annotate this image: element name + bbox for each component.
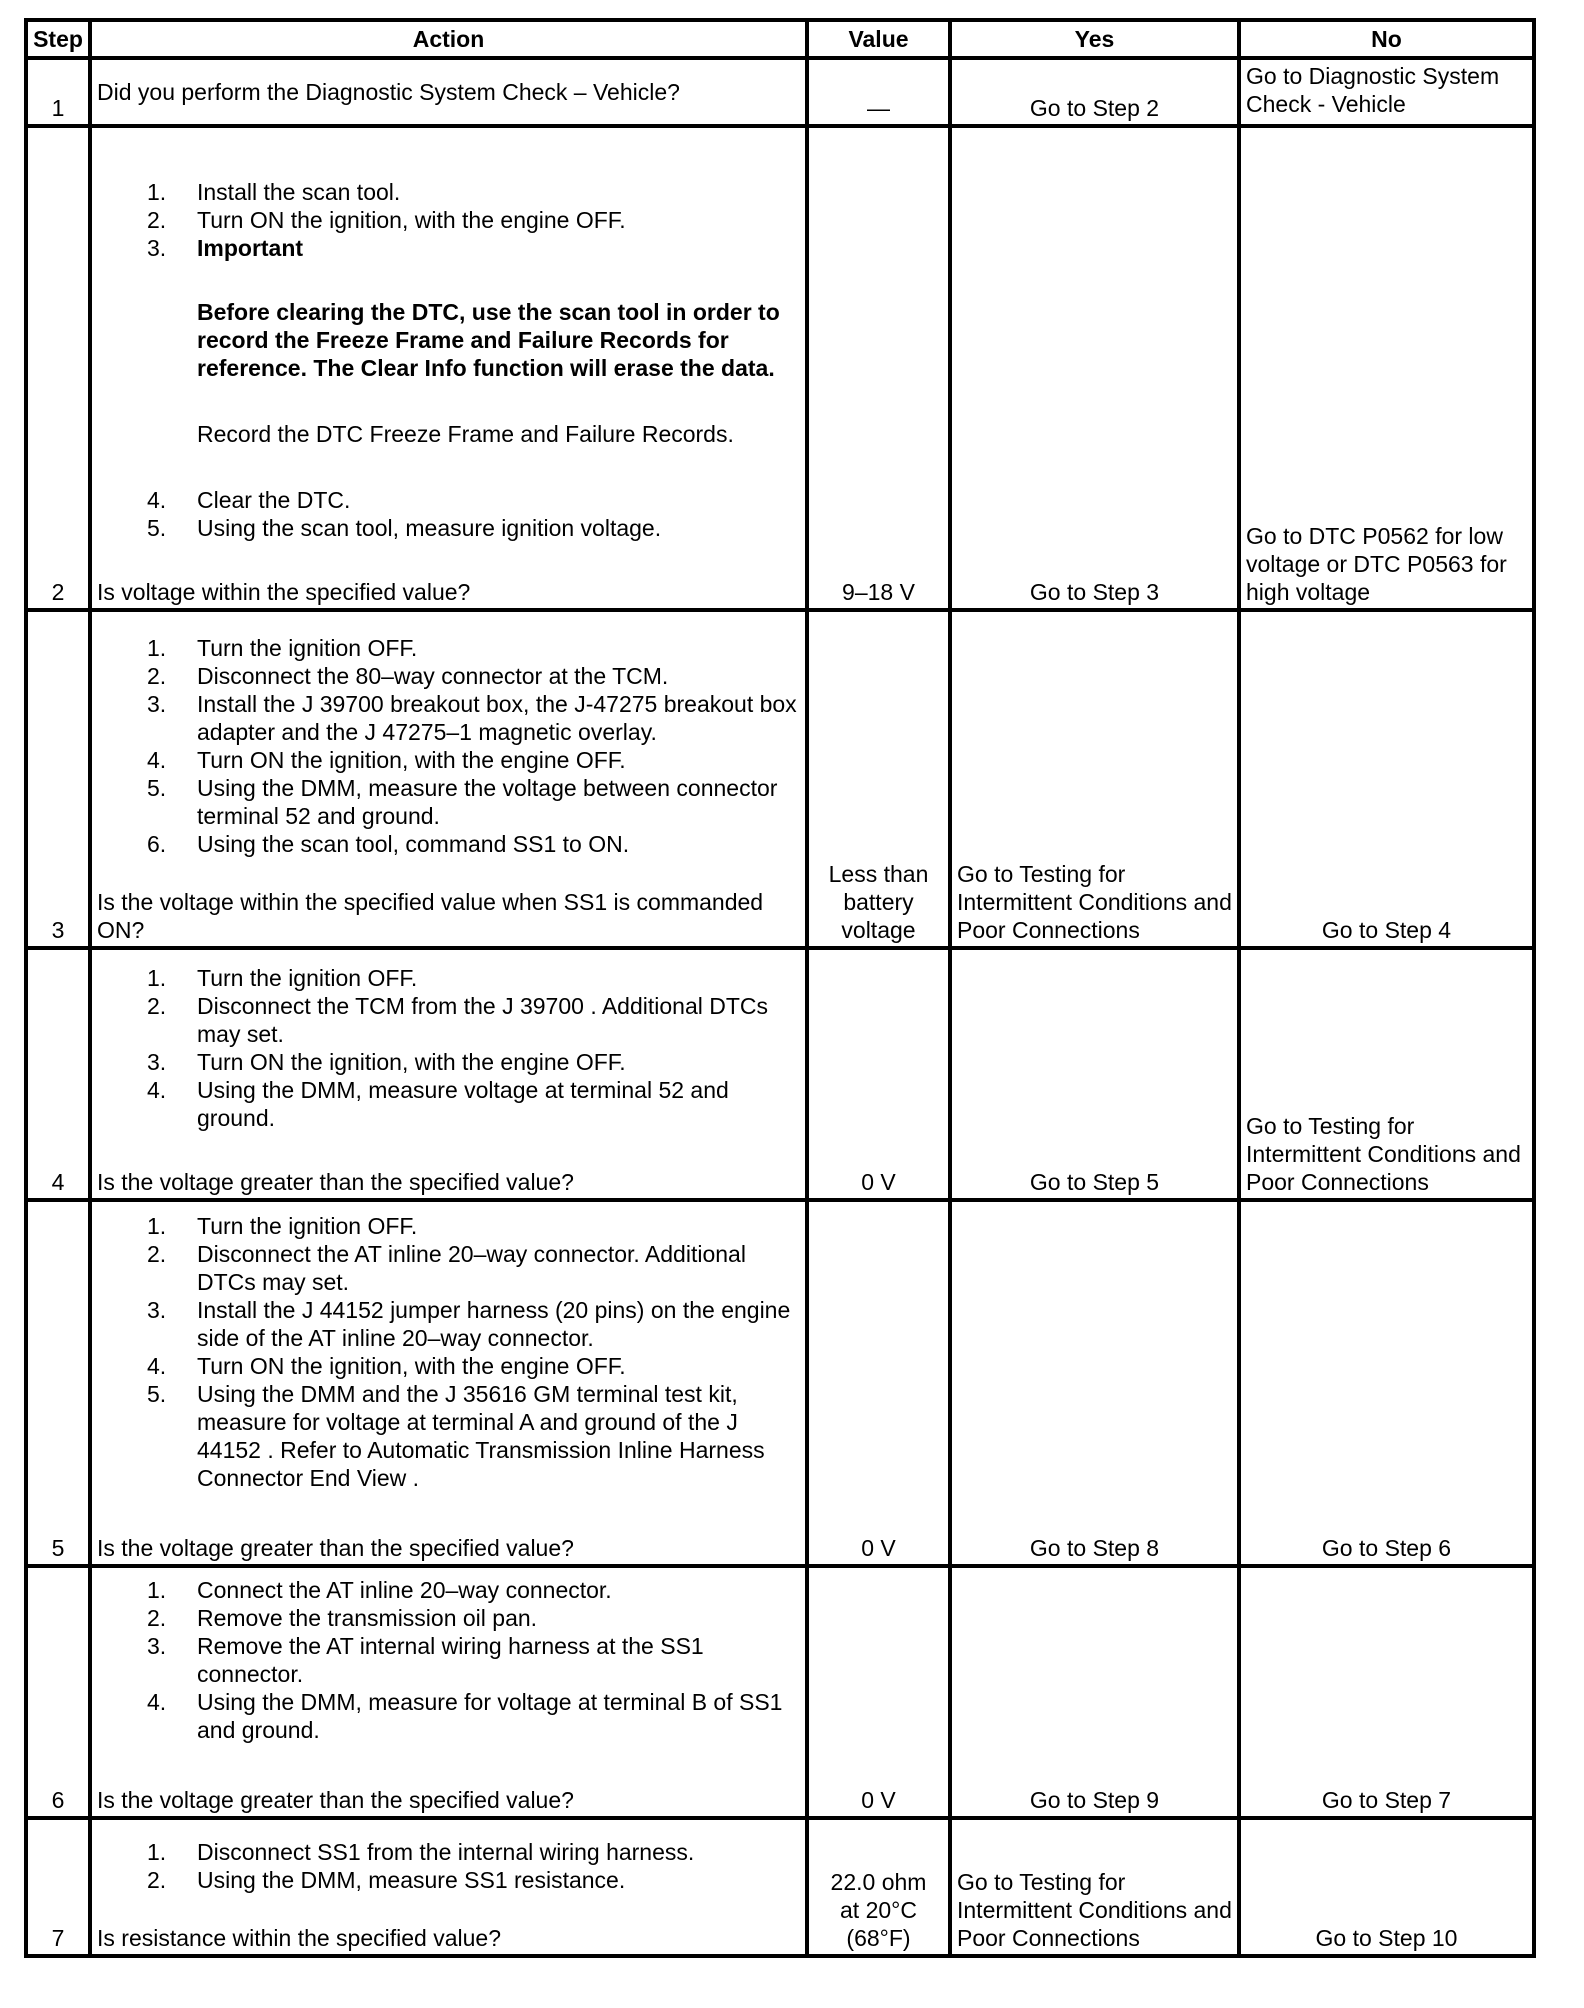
- header-action: Action: [90, 20, 807, 58]
- yes-cell: Go to Step 8: [950, 1200, 1239, 1566]
- list-item: 6. Using the scan tool, command SS1 to ON.: [147, 831, 630, 857]
- action-list: [97, 1576, 800, 1744]
- list-item: 3. Turn ON the ignition, with the engine OFF.: [147, 1049, 626, 1075]
- important-note: 3. Important Before clearing the DTC, use the scan tool in order to record the Freeze Frame and Failure Records for reference. The Clear Info function will erase the data. Record the DTC Freeze Frame and Failure Records.: [97, 234, 800, 448]
- no-cell: Go to Step 4: [1239, 610, 1534, 948]
- value-cell: 9–18 V: [807, 126, 950, 610]
- list-item: 4. Using the DMM, measure voltage at terminal 52 and ground.: [147, 1077, 729, 1131]
- action-list: [97, 1838, 800, 1894]
- action-cell: [90, 1200, 807, 1566]
- step-number: 3: [26, 610, 90, 948]
- value-cell: 0 V: [807, 1200, 950, 1566]
- list-item: 4. Using the DMM, measure for voltage at terminal B of SS1 and ground.: [147, 1689, 783, 1743]
- list-item: 1. Connect the AT inline 20–way connector.: [147, 1577, 612, 1603]
- list-item: 1. Turn the ignition OFF.: [147, 965, 418, 991]
- question-text: Is the voltage within the specified value when SS1 is commanded ON?: [97, 889, 764, 943]
- diagnostic-table: [24, 18, 1536, 1958]
- list-item: 1. Install the scan tool.: [147, 179, 401, 205]
- action-cell: [90, 58, 807, 126]
- list-item: 1. Turn the ignition OFF.: [147, 1213, 418, 1239]
- list-item: 4. Turn ON the ignition, with the engine OFF.: [147, 1353, 626, 1379]
- action-cell: [90, 126, 807, 610]
- list-item: 2. Turn ON the ignition, with the engine OFF.: [147, 207, 626, 233]
- yes-cell: Go to Step 5: [950, 948, 1239, 1200]
- no-cell: Go to Testing for Intermittent Conditions and Poor Connections: [1239, 948, 1534, 1200]
- action-list: [97, 634, 800, 858]
- important-text: Before clearing the DTC, use the scan tool in order to record the Freeze Frame and Failure Records for reference. The Clear Info function will erase the data.: [197, 299, 780, 381]
- value-cell: 22.0 ohm at 20°C (68°F): [807, 1818, 950, 1956]
- step-number: 7: [26, 1818, 90, 1956]
- list-item: 2. Disconnect the 80–way connector at the TCM.: [147, 663, 669, 689]
- yes-cell: Go to Step 9: [950, 1566, 1239, 1818]
- step-number: 6: [26, 1566, 90, 1818]
- yes-cell: Go to Step 2: [950, 58, 1239, 126]
- table-row: [26, 1200, 1534, 1566]
- list-item: 5. Using the DMM, measure the voltage between connector terminal 52 and ground.: [147, 775, 778, 829]
- list-item: 2. Disconnect the AT inline 20–way connector. Additional DTCs may set.: [147, 1241, 746, 1295]
- list-item: 4. Turn ON the ignition, with the engine OFF.: [147, 747, 626, 773]
- question-text: Is voltage within the specified value?: [97, 579, 471, 605]
- action-list: [97, 964, 800, 1132]
- question-text: Is the voltage greater than the specified value?: [97, 1535, 574, 1561]
- action-list: [97, 178, 800, 234]
- important-label: Important: [197, 235, 304, 261]
- no-cell: Go to DTC P0562 for low voltage or DTC P0563 for high voltage: [1239, 126, 1534, 610]
- list-item: 5. Using the DMM and the J 35616 GM terminal test kit, measure for voltage at terminal A and ground of the J 44152 . Refer to Automatic Transmission Inline Harness Connector End View .: [147, 1381, 765, 1491]
- value-cell: —: [807, 58, 950, 126]
- step-number: 4: [26, 948, 90, 1200]
- list-item: 3. Install the J 39700 breakout box, the J-47275 breakout box adapter and the J 47275–1 magnetic overlay.: [147, 691, 797, 745]
- step-number: 2: [26, 126, 90, 610]
- question-text: Is the voltage greater than the specified value?: [97, 1787, 574, 1813]
- table-row: [26, 610, 1534, 948]
- yes-cell: Go to Step 3: [950, 126, 1239, 610]
- header-value: Value: [807, 20, 950, 58]
- list-item: 3. Remove the AT internal wiring harness at the SS1 connector.: [147, 1633, 704, 1687]
- value-cell: Less than battery voltage: [807, 610, 950, 948]
- step-number: 5: [26, 1200, 90, 1566]
- action-cell: [90, 948, 807, 1200]
- table-row: [26, 58, 1534, 126]
- list-item: 2. Disconnect the TCM from the J 39700 . Additional DTCs may set.: [147, 993, 769, 1047]
- header-no: No: [1239, 20, 1534, 58]
- table-row: [26, 1566, 1534, 1818]
- question-text: Is resistance within the specified value?: [97, 1925, 501, 1951]
- no-cell: Go to Step 7: [1239, 1566, 1534, 1818]
- header-row: [26, 20, 1534, 58]
- table-row: [26, 126, 1534, 610]
- action-cell: [90, 610, 807, 948]
- no-cell: Go to Diagnostic System Check - Vehicle: [1239, 58, 1534, 126]
- no-cell: Go to Step 10: [1239, 1818, 1534, 1956]
- yes-cell: Go to Testing for Intermittent Conditions and Poor Connections: [950, 610, 1239, 948]
- list-item: 1. Disconnect SS1 from the internal wiring harness.: [147, 1839, 695, 1865]
- question-text: Is the voltage greater than the specified value?: [97, 1169, 574, 1195]
- list-item: 3. Install the J 44152 jumper harness (20 pins) on the engine side of the AT inline 20–way connector.: [147, 1297, 791, 1351]
- list-item: 5. Using the scan tool, measure ignition voltage.: [147, 515, 662, 541]
- list-item: 2. Remove the transmission oil pan.: [147, 1605, 538, 1631]
- list-item: 1. Turn the ignition OFF.: [147, 635, 418, 661]
- action-list: [97, 486, 800, 542]
- header-yes: Yes: [950, 20, 1239, 58]
- yes-cell: Go to Testing for Intermittent Conditions and Poor Connections: [950, 1818, 1239, 1956]
- table-row: [26, 948, 1534, 1200]
- action-cell: [90, 1566, 807, 1818]
- action-list: [97, 1212, 800, 1492]
- header-step: Step: [26, 20, 90, 58]
- record-text: Record the DTC Freeze Frame and Failure Records.: [197, 421, 734, 447]
- list-item: 4. Clear the DTC.: [147, 487, 351, 513]
- value-cell: 0 V: [807, 1566, 950, 1818]
- action-cell: [90, 1818, 807, 1956]
- table-row: [26, 1818, 1534, 1956]
- question-text: Did you perform the Diagnostic System Check – Vehicle?: [97, 79, 680, 105]
- value-cell: 0 V: [807, 948, 950, 1200]
- no-cell: Go to Step 6: [1239, 1200, 1534, 1566]
- list-item: 2. Using the DMM, measure SS1 resistance.: [147, 1867, 626, 1893]
- step-number: 1: [26, 58, 90, 126]
